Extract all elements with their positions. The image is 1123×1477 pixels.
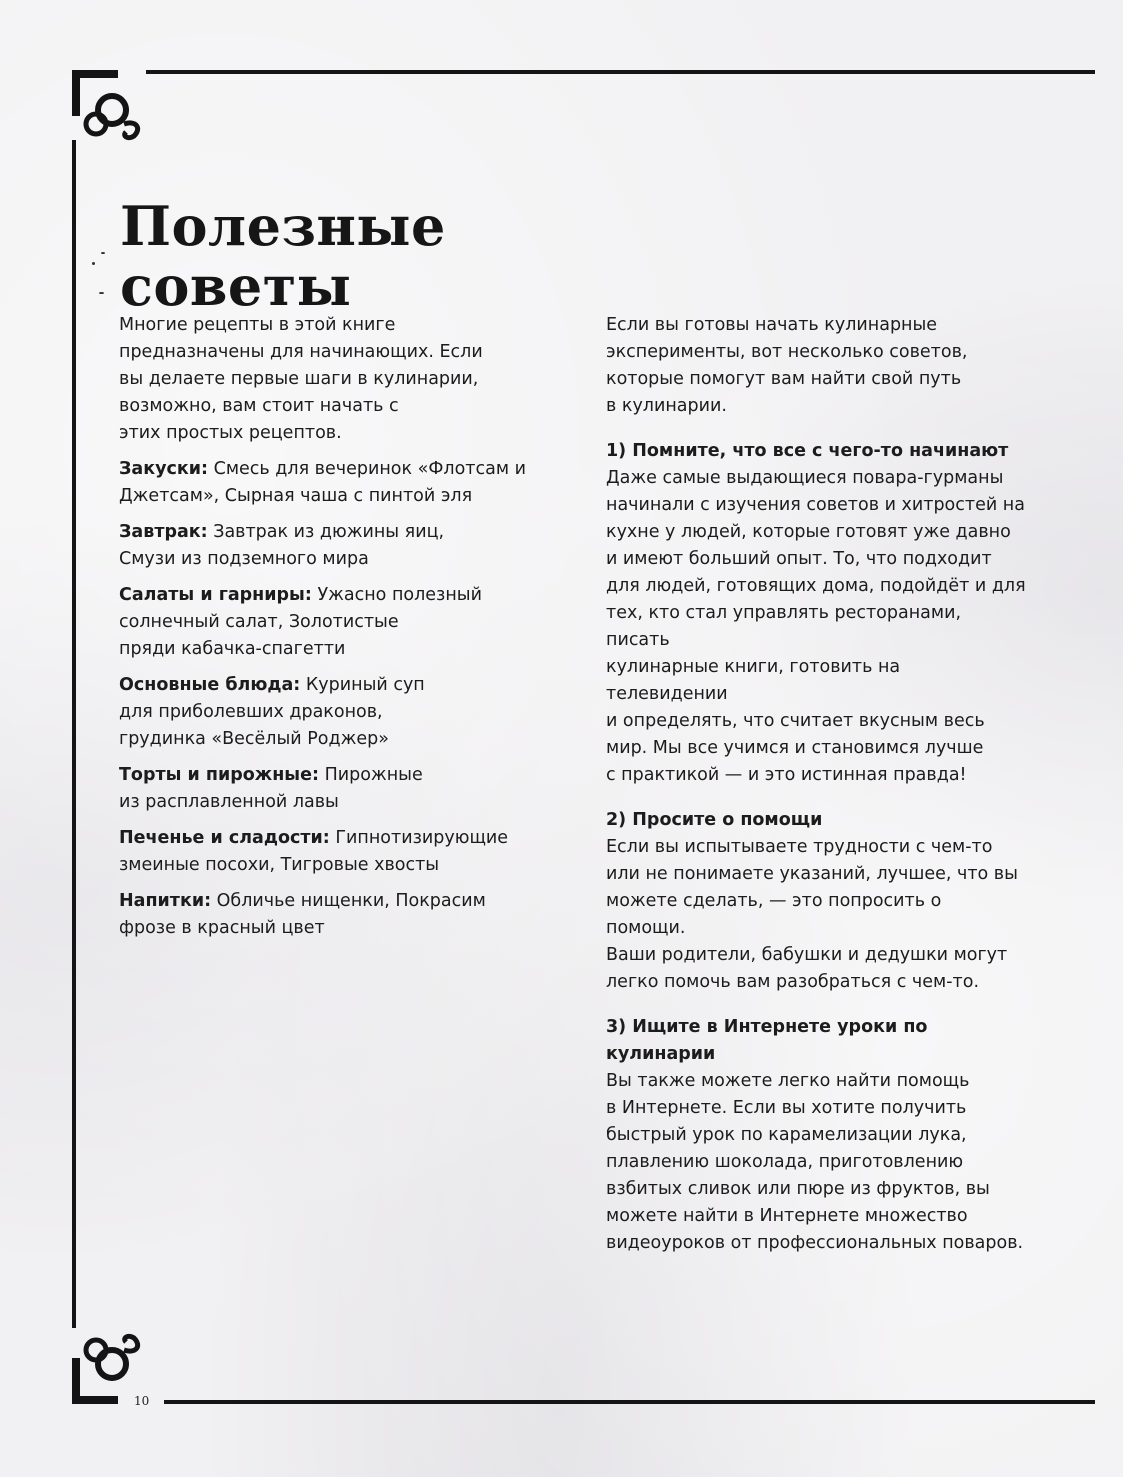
left-vertical-rule [72, 140, 76, 1328]
category-text: Пирожные [319, 765, 423, 785]
page-number: 10 [134, 1394, 150, 1408]
tip-heading: 3) Ищите в Интернете уроки по кулинарии [606, 1017, 928, 1064]
tip-line: и определять, что считает вкусным весь [606, 711, 985, 731]
tip-line: в Интернете. Если вы хотите получить [606, 1098, 967, 1118]
category-drinks [119, 888, 539, 942]
category-label: Основные блюда: [119, 675, 301, 695]
tip-line: или не понимаете указаний, лучшее, что вы [606, 864, 1018, 884]
tip-line: быстрый урок по карамелизации лука, [606, 1125, 967, 1145]
tip-3 [606, 1014, 1026, 1257]
intro-line: предназначены для начинающих. Если [119, 342, 483, 362]
top-rule [146, 70, 1095, 74]
category-text: пряди кабачка-спагетти [119, 639, 346, 659]
tip-line: начинали с изучения советов и хитростей на [606, 495, 1025, 515]
decorative-speck [101, 252, 105, 254]
intro-line: Если вы готовы начать кулинарные [606, 315, 938, 335]
left-column [119, 312, 539, 951]
tip-line: Даже самые выдающиеся повара-гурманы [606, 468, 1004, 488]
category-text: из расплавленной лавы [119, 792, 339, 812]
category-text: Смесь для вечеринок «Флотсам и [208, 459, 526, 479]
page-title-line-1: Полезные [120, 194, 446, 258]
right-column [606, 312, 1026, 1275]
intro-line: которые помогут вам найти свой путь [606, 369, 962, 389]
category-text: Смузи из подземного мира [119, 549, 369, 569]
intro-line: вы делаете первые шаги в кулинарии, [119, 369, 479, 389]
category-text: грудинка «Весёлый Роджер» [119, 729, 389, 749]
category-appetizers [119, 456, 539, 510]
tip-line: Вы также можете легко найти помощь [606, 1071, 970, 1091]
intro-line: этих простых рецептов. [119, 423, 342, 443]
category-text: Ужасно полезный [311, 585, 482, 605]
tip-1 [606, 438, 1026, 789]
tip-line: видеоуроков от профессиональных поваров. [606, 1233, 1024, 1253]
tip-line: Если вы испытываете трудности с чем-то [606, 837, 993, 857]
tip-line: легко помочь вам разобраться с чем-то. [606, 972, 980, 992]
left-intro-paragraph [119, 312, 539, 447]
bottom-rule [164, 1400, 1095, 1404]
tip-line: тех, кто стал управлять ресторанами, писать [606, 603, 962, 650]
category-breakfast [119, 519, 539, 573]
category-label: Торты и пирожные: [119, 765, 320, 785]
tip-line: и имеют больший опыт. То, что подходит [606, 549, 992, 569]
tip-line: плавлению шоколада, приготовлению [606, 1152, 964, 1172]
intro-line: эксперименты, вот несколько советов, [606, 342, 968, 362]
category-text: солнечный салат, Золотистые [119, 612, 399, 632]
tip-line: кухне у людей, которые готовят уже давно [606, 522, 1011, 542]
tip-line: с практикой — и это истинная правда! [606, 765, 967, 785]
decorative-speck [99, 292, 104, 294]
decorative-speck [92, 262, 95, 265]
category-text: Обличье нищенки, Покрасим [211, 891, 486, 911]
category-text: Завтрак из дюжины яиц, [207, 522, 445, 542]
category-label: Завтрак: [119, 522, 208, 542]
category-cakes [119, 762, 539, 816]
tip-heading: 1) Помните, что все с чего-то начинают [606, 441, 1009, 461]
tip-line: взбитых сливок или пюре из фруктов, вы [606, 1179, 990, 1199]
category-text: Куриный суп [300, 675, 425, 695]
tip-heading: 2) Просите о помощи [606, 810, 823, 830]
category-text: Джетсам», Сырная чаша с пинтой эля [119, 486, 473, 506]
category-cookies [119, 825, 539, 879]
page-title [120, 196, 446, 316]
page-title-line-2: советы [120, 254, 352, 318]
category-label: Печенье и сладости: [119, 828, 330, 848]
category-text: змеиные посохи, Тигровые хвосты [119, 855, 440, 875]
category-label: Напитки: [119, 891, 212, 911]
category-salads [119, 582, 539, 663]
category-main-dishes [119, 672, 539, 753]
category-label: Салаты и гарниры: [119, 585, 312, 605]
tip-line: Ваши родители, бабушки и дедушки могут [606, 945, 1008, 965]
right-intro-paragraph [606, 312, 1026, 420]
intro-line: Многие рецепты в этой книге [119, 315, 396, 335]
tip-line: мир. Мы все учимся и становимся лучше [606, 738, 984, 758]
intro-line: в кулинарии. [606, 396, 727, 416]
tip-line: можете сделать, — это попросить о помощи. [606, 891, 942, 938]
corner-ornament-top-icon [68, 66, 148, 146]
category-text: для приболевших драконов, [119, 702, 383, 722]
category-label: Закуски: [119, 459, 209, 479]
tip-2 [606, 807, 1026, 996]
tip-line: кулинарные книги, готовить на телевидении [606, 657, 901, 704]
intro-line: возможно, вам стоит начать с [119, 396, 399, 416]
category-text: Гипнотизирующие [329, 828, 509, 848]
tip-line: можете найти в Интернете множество [606, 1206, 968, 1226]
category-text: фрозе в красный цвет [119, 918, 325, 938]
tip-line: для людей, готовящих дома, подойдёт и для [606, 576, 1026, 596]
